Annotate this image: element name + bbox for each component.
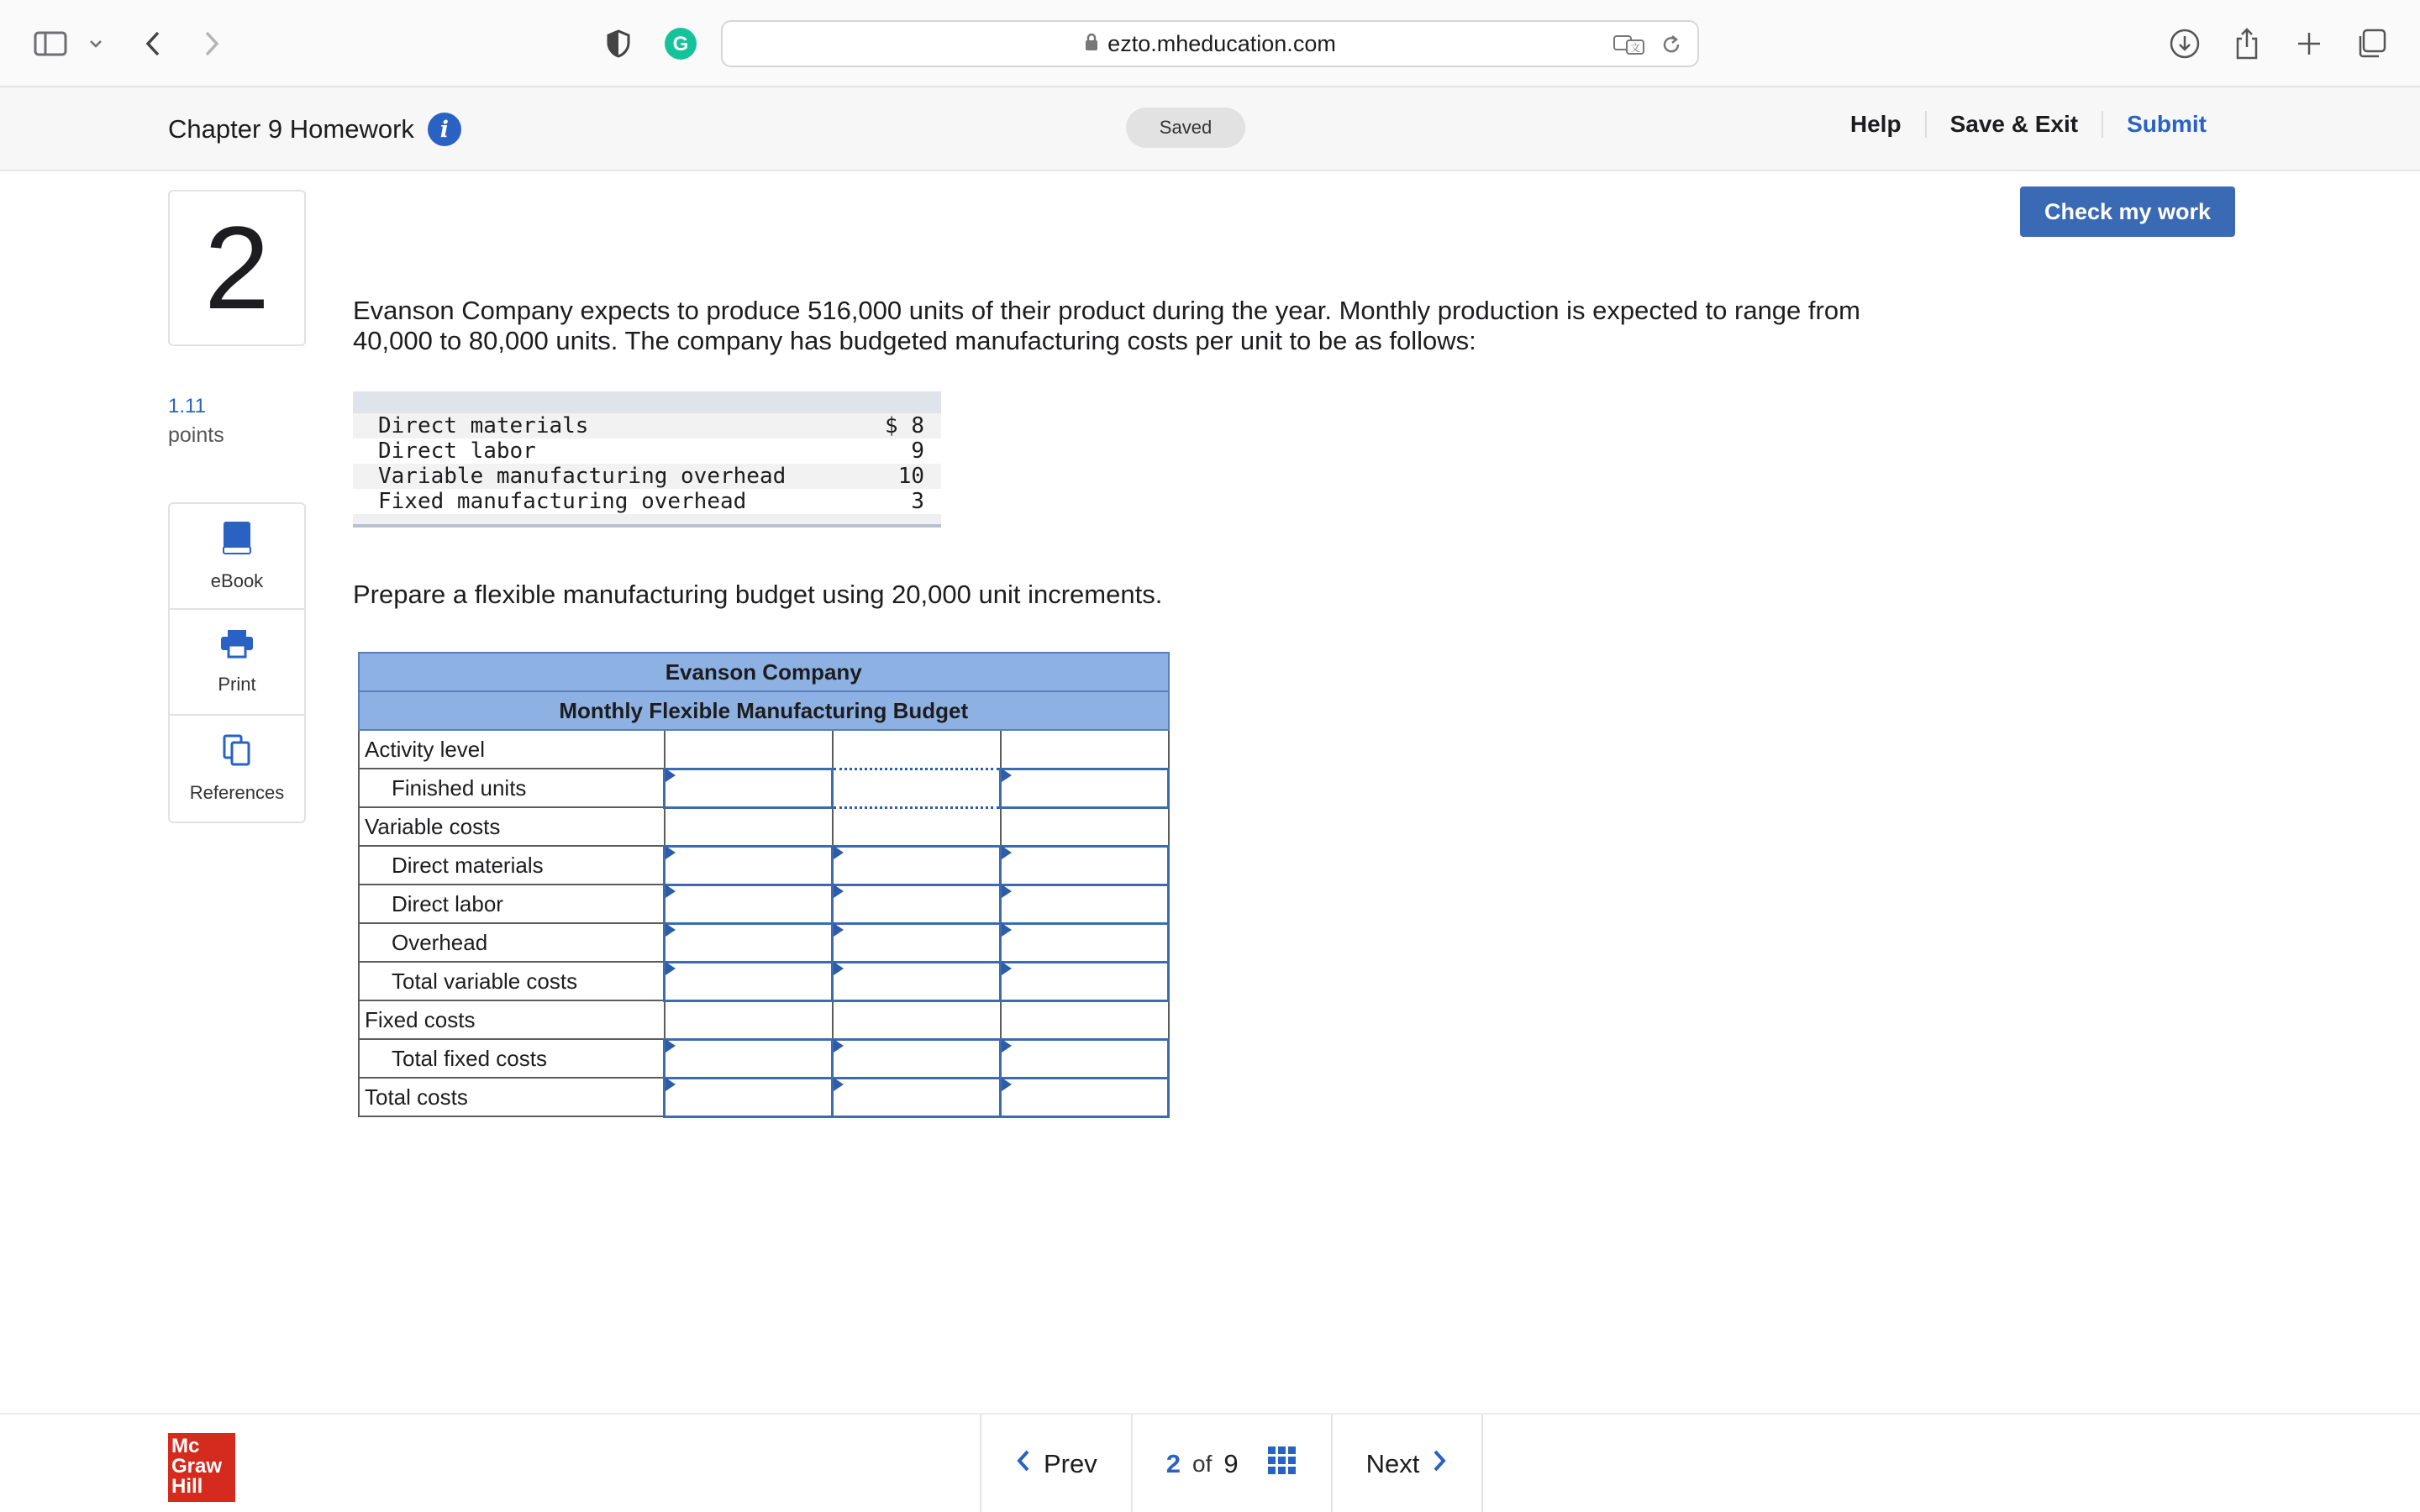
cost-value: 3 [911,489,924,514]
saved-status: Saved [1126,108,1245,148]
total-pages: 9 [1223,1449,1239,1478]
row-label: Fixed costs [359,1000,665,1039]
question-number: 2 [168,190,306,346]
shield-icon[interactable] [602,27,635,60]
copy-icon [222,733,252,772]
book-icon [222,520,252,560]
share-icon[interactable] [2230,27,2264,60]
page-indicator[interactable] [1131,1415,1331,1512]
total-fixed-costs-input-3[interactable] [1001,1039,1169,1078]
direct-labor-input-2[interactable] [833,885,1001,923]
download-icon[interactable] [2168,27,2202,60]
grid-icon [1267,1446,1297,1483]
cost-row [353,489,941,514]
cost-row [353,438,941,464]
total-costs-input-3[interactable] [1001,1078,1169,1116]
footer [0,1413,2420,1512]
header-actions [1827,111,2230,138]
url-text: ezto.mheducation.com [1107,30,1336,56]
cost-row [353,464,941,489]
budget-row-variable-costs [359,807,1169,846]
row-label: Activity level [359,730,665,769]
budget-row-direct-labor [359,885,1169,923]
flexible-budget-table [358,652,1170,1118]
total-fixed-costs-input-1[interactable] [665,1039,833,1078]
row-label: Direct labor [359,885,665,923]
question-tools [168,502,306,823]
empty-cell [1001,730,1169,769]
row-label: Finished units [359,769,665,807]
finished-units-input-1[interactable] [665,769,833,807]
assignment-title-text: Chapter 9 Homework [168,114,414,144]
total-costs-input-1[interactable] [665,1078,833,1116]
total-fixed-costs-input-2[interactable] [833,1039,1001,1078]
row-label: Total fixed costs [359,1039,665,1078]
budget-row-direct-materials [359,846,1169,885]
row-label: Direct materials [359,846,665,885]
budget-title-header: Monthly Flexible Manufacturing Budget [359,691,1169,730]
overhead-input-1[interactable] [665,923,833,962]
tab-overview-icon[interactable] [2354,27,2388,60]
points-value: 1.11 [168,395,206,417]
cost-label: Direct materials [353,413,851,438]
mcgraw-hill-logo [168,1433,235,1502]
direct-materials-input-3[interactable] [1001,846,1169,885]
references-label: References [189,782,285,803]
print-button[interactable] [170,610,304,716]
reload-icon[interactable] [1660,33,1682,62]
row-label: Total variable costs [359,962,665,1000]
empty-cell [1001,807,1169,846]
cost-row [353,413,941,438]
lock-icon [1084,31,1099,57]
page-of: of [1192,1451,1213,1477]
row-label: Overhead [359,923,665,962]
logo-line: Mc [171,1435,200,1457]
new-tab-icon[interactable] [2292,27,2326,60]
cost-value: $ 8 [851,413,941,438]
empty-cell [833,730,1001,769]
total-variable-costs-input-3[interactable] [1001,962,1169,1000]
unit-cost-table [353,391,941,528]
info-icon[interactable]: i [428,113,461,146]
url-bar[interactable] [721,20,1699,67]
svg-text:G: G [672,33,689,55]
sidebar-icon[interactable] [34,27,67,60]
references-button[interactable] [170,716,304,822]
svg-text:文: 文 [1629,42,1641,54]
assignment-title [168,113,461,146]
grammarly-icon[interactable] [664,27,697,60]
total-costs-input-2[interactable] [833,1078,1001,1116]
empty-cell [665,730,833,769]
direct-labor-input-3[interactable] [1001,885,1169,923]
ebook-label: eBook [210,570,264,591]
cost-label: Variable manufacturing overhead [353,464,851,489]
print-label: Print [218,674,256,695]
submit-link[interactable]: Submit [2102,111,2230,138]
budget-row-total-costs [359,1078,1169,1116]
chevron-down-icon[interactable] [79,27,113,60]
overhead-input-2[interactable] [833,923,1001,962]
instruction-text: Prepare a flexible manufacturing budget using 20,000 unit increments. [353,580,1163,609]
next-button[interactable] [1331,1415,1482,1512]
points-label: points [168,423,224,447]
budget-company-header: Evanson Company [359,653,1169,691]
current-page: 2 [1165,1449,1181,1478]
cost-label: Fixed manufacturing overhead [378,489,747,514]
empty-cell [833,807,1001,846]
prev-label: Prev [1044,1449,1097,1478]
save-exit-link[interactable]: Save & Exit [1925,111,2102,138]
budget-row-finished-units [359,769,1169,807]
chevron-left-icon [1015,1448,1032,1481]
logo-line: Graw [171,1455,223,1478]
forward-icon[interactable] [195,27,229,60]
finished-units-input-3[interactable] [1001,769,1169,807]
budget-row-activity-level [359,730,1169,769]
direct-labor-input-1[interactable] [665,885,833,923]
printer-icon [219,628,255,664]
cost-value: 10 [851,464,941,489]
ebook-button[interactable] [170,504,304,610]
help-link[interactable]: Help [1849,111,1902,137]
check-my-work-button[interactable]: Check my work [2020,186,2235,237]
back-icon[interactable] [136,27,170,60]
direct-materials-input-2[interactable] [833,846,1001,885]
prev-button[interactable] [981,1415,1131,1512]
budget-row-overhead [359,923,1169,962]
overhead-input-3[interactable] [1001,923,1169,962]
finished-units-input-2[interactable] [833,769,1001,807]
total-variable-costs-input-1[interactable] [665,962,833,1000]
empty-cell [665,807,833,846]
assignment-header [0,87,2420,171]
cost-label: Direct labor [378,438,536,464]
logo-line: Hill [171,1475,203,1498]
chevron-right-icon [1431,1448,1448,1481]
cost-value: 9 [911,438,924,464]
empty-cell [665,1000,833,1039]
direct-materials-input-1[interactable] [665,846,833,885]
total-variable-costs-input-2[interactable] [833,962,1001,1000]
empty-cell [833,1000,1001,1039]
question-pager [980,1415,1483,1512]
row-label: Variable costs [359,807,665,846]
row-label: Total costs [359,1078,665,1116]
question-text: Evanson Company expects to produce 516,000 units of their product during the year. Monthly production is expected to range from 40,000 to 80,000 units. The company has budgeted manufacturing costs per unit to be as follows: [353,296,1860,355]
translate-icon[interactable] [1613,34,1645,61]
browser-toolbar [0,0,2420,87]
next-label: Next [1365,1449,1420,1478]
budget-row-fixed-costs [359,1000,1169,1039]
empty-cell [1001,1000,1169,1039]
budget-row-total-fixed-costs [359,1039,1169,1078]
budget-row-total-variable-costs [359,962,1169,1000]
